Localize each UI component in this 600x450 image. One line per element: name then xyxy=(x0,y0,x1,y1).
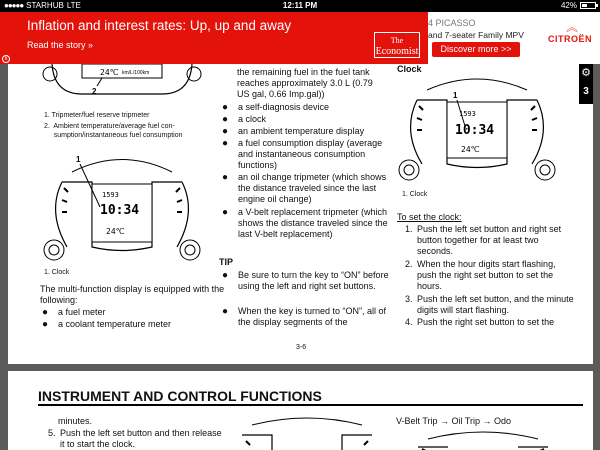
cluster-clock-readout: 10:34 xyxy=(100,203,140,218)
discover-more-button[interactable]: Discover more >> xyxy=(432,42,520,57)
caption-ambient-temp: 2. Ambient temperature/average fuel con- sumption/instantaneous fuel consumption xyxy=(44,123,183,139)
chapter-tab[interactable] xyxy=(579,64,593,104)
cluster-fuel-units: km/L/100km xyxy=(122,70,150,76)
economist-logo-line1: The xyxy=(390,36,404,45)
left-body-text: The multi-function display is equipped with the following: xyxy=(40,284,225,305)
instrument-cluster-page2-right xyxy=(398,429,568,450)
instrument-cluster-mid-left xyxy=(42,152,202,262)
economist-logo xyxy=(374,32,420,58)
left-bullet-fuel-meter: ● a fuel meter xyxy=(42,307,106,318)
signal-icon: ●●●●● xyxy=(4,1,24,10)
caption-clock-right: 1. Clock xyxy=(402,191,428,198)
cluster-callout-1: 1 xyxy=(453,91,458,100)
section-title: INSTRUMENT AND CONTROL FUNCTIONS xyxy=(38,388,322,404)
ad-headline[interactable]: Inflation and interest rates: Up, up and away xyxy=(27,18,292,33)
bullet-icon: ● xyxy=(42,307,49,318)
bullet-icon: ● xyxy=(222,138,229,149)
ad-car-tagline: and 7-seater Family MPV xyxy=(428,30,524,40)
clock-heading: Clock xyxy=(397,64,422,74)
mid-bullet-self-diagnosis: ● a self-diagnosis device xyxy=(222,102,330,113)
caption-clock-left: 1. Clock xyxy=(44,269,70,276)
chapter-number: 3 xyxy=(583,86,589,97)
page2-minutes-text: minutes. xyxy=(58,416,93,426)
mid-bullet-oil-change: ● an oil change tripmeter (which shows the distance traveled since the last engine oil change) xyxy=(222,172,387,204)
economist-logo-line2: Economist xyxy=(375,46,419,57)
cluster-illustration-mid xyxy=(42,152,202,262)
instrument-cluster-page2 xyxy=(232,415,382,450)
ad-banner[interactable] xyxy=(0,12,600,64)
citroen-chevron-icon: ︽ xyxy=(566,20,579,34)
ad-read-story-link[interactable]: Read the story » xyxy=(27,40,94,50)
status-bar xyxy=(0,0,600,12)
set-clock-step-3: 3. Push the left set button, and the minute digits will start flashing. xyxy=(405,294,574,315)
cluster-trip-readout: 1593 xyxy=(102,191,119,199)
manual-page-3-6 xyxy=(8,64,593,364)
cluster-illustration-right xyxy=(397,76,557,186)
ad-car-model: 4 PICASSO xyxy=(428,18,476,28)
set-clock-step-2: 2. When the hour digits start flashing, push the right set button to set the hours. xyxy=(405,259,556,291)
battery-fill xyxy=(582,4,587,7)
cluster-trip-readout: 1593 xyxy=(459,110,476,118)
cluster-clock-readout: 10:34 xyxy=(455,123,495,138)
cluster-callout-1: 1 xyxy=(76,155,81,164)
set-clock-step-1: 1. Push the left set button and right set button together for at least two seconds. xyxy=(405,224,562,256)
cluster-illustration-page2-right xyxy=(398,429,568,450)
clock-time: 12:11 PM xyxy=(282,1,318,10)
set-clock-step-4: 4. Push the right set button to set the xyxy=(405,317,555,327)
caption-tripmeter: 1. Tripmeter/fuel reserve tripmeter xyxy=(44,112,150,119)
economist-ad[interactable] xyxy=(0,12,428,64)
section-divider xyxy=(38,404,583,406)
cluster-temp-readout: 24℃ xyxy=(106,227,125,236)
cluster-illustration xyxy=(42,64,202,98)
mid-bullet-fuel-consumption: ● a fuel consumption display (average and instantaneous consumption functions) xyxy=(222,138,383,170)
ad-close-icon[interactable]: x xyxy=(2,55,10,63)
carrier-name: STARHUB xyxy=(26,1,64,10)
tip-label: TIP xyxy=(219,257,234,267)
tip-bullet-key-on: ● Be sure to turn the key to “ON” before using the left and right set buttons. xyxy=(222,270,389,291)
cluster-temp-readout: 24℃ xyxy=(100,68,119,77)
battery-percent: 42% xyxy=(560,1,577,10)
bullet-icon: ● xyxy=(222,306,229,317)
left-bullet-coolant-meter: ● a coolant temperature meter xyxy=(42,319,172,330)
network-type: LTE xyxy=(66,1,81,10)
mid-bullet-ambient-temp: ● an ambient temperature display xyxy=(222,126,365,137)
bullet-icon: ● xyxy=(222,207,229,218)
tip-bullet-display-segments: ● When the key is turned to “ON”, all of the display segments of the xyxy=(222,306,387,327)
page-number: 3-6 xyxy=(296,344,307,351)
manual-page-3-7 xyxy=(8,371,593,450)
gear-icon: ⚙ xyxy=(581,67,591,79)
instrument-cluster-top-left xyxy=(42,64,202,98)
cluster-illustration-page2 xyxy=(232,415,382,450)
battery-icon xyxy=(580,2,596,9)
bullet-icon: ● xyxy=(222,126,229,137)
bullet-icon: ● xyxy=(222,270,229,281)
cluster-temp-readout: 24℃ xyxy=(461,145,480,154)
bullet-icon: ● xyxy=(42,319,49,330)
mid-bullet-clock: ● a clock xyxy=(222,114,267,125)
bullet-icon: ● xyxy=(222,102,229,113)
citroen-logo: CITROËN xyxy=(548,34,592,44)
citroen-ad[interactable] xyxy=(428,12,600,64)
bullet-icon: ● xyxy=(222,114,229,125)
set-clock-step-5: 5. Push the left set button and then release it to start the clock. xyxy=(48,428,222,449)
instrument-cluster-right xyxy=(397,76,557,186)
display-mode-sequence: V-Belt Trip → Oil Trip → Odo xyxy=(396,416,512,426)
bullet-icon: ● xyxy=(222,172,229,183)
set-clock-heading: To set the clock: xyxy=(397,212,462,222)
status-right xyxy=(561,1,596,10)
mid-bullet-vbelt: ● a V-belt replacement tripmeter (which shows the distance traveled since the last V-belt replacement) xyxy=(222,207,388,239)
mid-intro-text: the remaining fuel in the fuel tank reaches approximately 3.0 L (0.79 US gal, 0.66 Imp.gal)) xyxy=(237,67,373,99)
cluster-callout-2: 2 xyxy=(92,87,97,96)
